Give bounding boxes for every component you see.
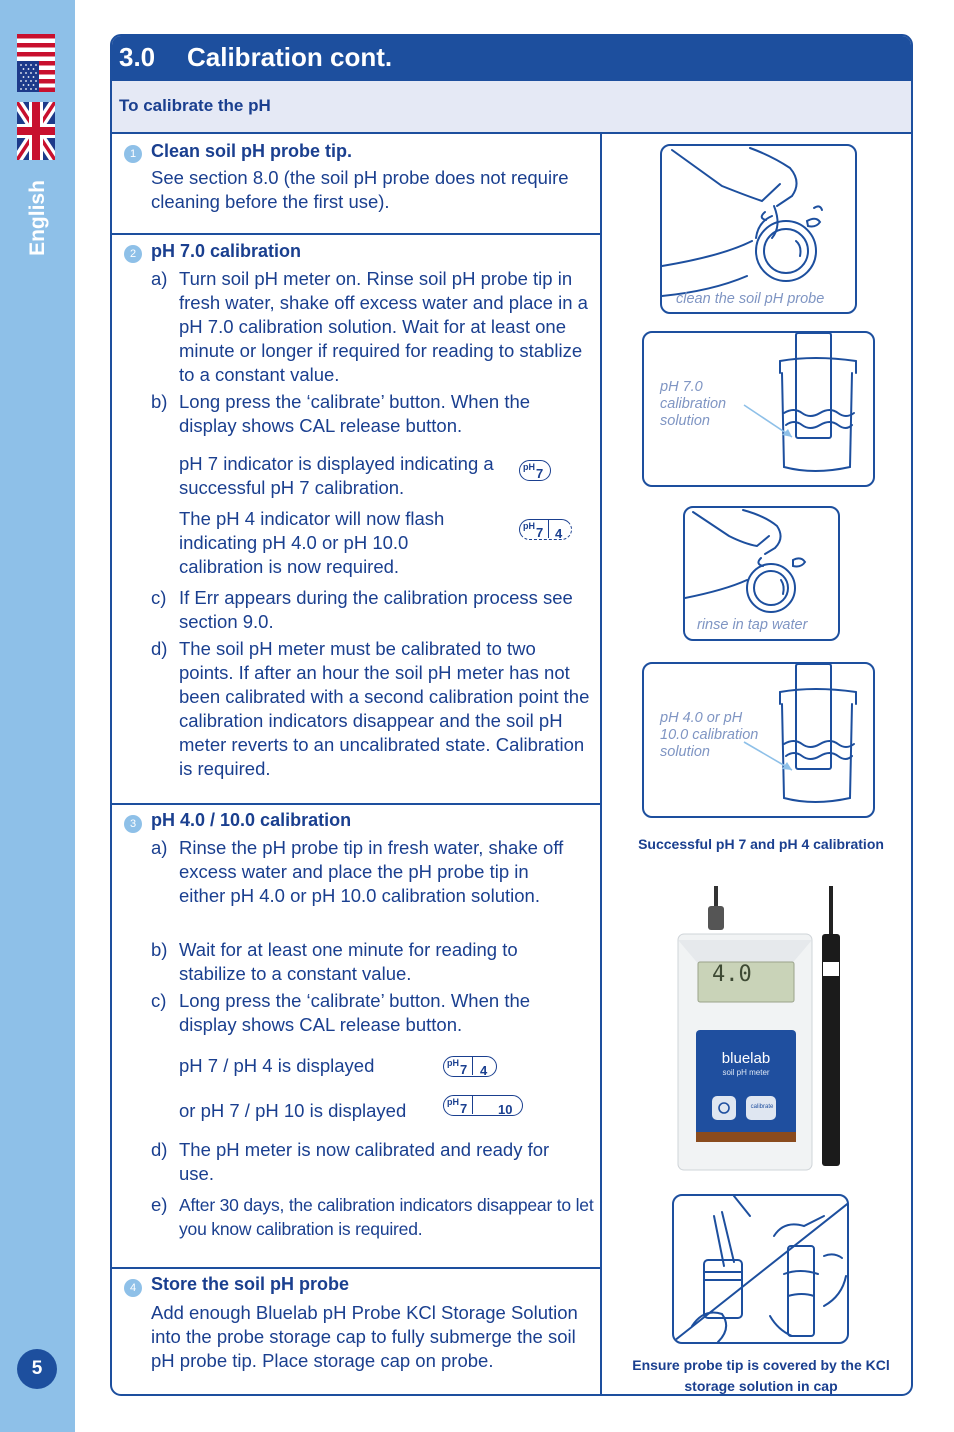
subheading: To calibrate the pH [112,81,911,134]
indicator-ten: 10 [498,1102,513,1117]
item-text: Long press the ‘calibrate’ button. When the display shows CAL release button. [179,391,531,436]
step-body [151,836,599,1266]
calibration-panel [110,34,913,1396]
soil-ph-meter-icon [664,886,874,1176]
step-title: Store the soil pH probe [151,1274,350,1294]
calibrate-button-label: calibrate [750,1104,774,1110]
item-label: b) [151,391,168,412]
step-badge: 3 [124,815,142,833]
step-title: pH 7.0 calibration [151,241,302,261]
section-number: 3.0 [119,42,156,72]
item-text: After 30 days, the calibration indicators disappear to let you know calibration is required. [179,1195,594,1239]
indicator-divider [548,520,549,538]
indicator-four: 4 [555,526,563,541]
page-number: 5 [17,1349,57,1389]
clean-probe-illustration [660,144,857,314]
indicator-ph-label: pH [447,1058,459,1068]
item-text: The pH meter is now calibrated and ready for use. [179,1139,550,1184]
ph7-solution-illustration [642,331,875,487]
rinse-illustration [683,506,840,641]
meter-display-value: 4.0 [712,962,752,987]
item-label: d) [151,1139,168,1160]
indicator-ph-label: pH [523,521,535,531]
probe-in-storage-cap-icon [674,1196,849,1344]
step-title: pH 4.0 / 10.0 calibration [151,810,352,830]
us-flag-icon [17,34,55,92]
illustrations-column [602,134,911,1394]
storage-caption: Ensure probe tip is covered by the KCl storage solution in cap [632,1357,890,1394]
ph7-ph4-indicator [443,1056,497,1077]
indicator-ph-label: pH [523,462,535,472]
ph7-ph4-flashing-indicator [519,519,572,540]
indicator-seven: 7 [460,1101,468,1116]
item-text: pH 7 indicator is displayed indicating a successful pH 7 calibration. [179,453,494,498]
step-4 [112,1269,600,1396]
item-label: a) [151,268,168,289]
indicator-seven: 7 [536,466,544,481]
ph7-indicator [519,460,551,481]
meter-product-label: soil pH meter [722,1068,770,1077]
indicator-divider [472,1096,473,1114]
instructions-column [112,134,602,1394]
ph7-caption: pH 7.0 calibration solution [660,379,727,429]
indicator-ph-label: pH [447,1097,459,1107]
indicator-seven: 7 [536,525,544,540]
item-label: d) [151,638,168,659]
sidebar [0,0,75,1432]
indicator-divider [472,1057,473,1075]
step-text: Add enough Bluelab pH Probe KCl Storage Solution into the probe storage cap to fully submerge the soil pH probe tip. Place storage cap on probe. [151,1302,578,1371]
item-label: e) [151,1194,168,1215]
item-text: or pH 7 / pH 10 is displayed [179,1100,407,1121]
ph4-caption: pH 4.0 or pH 10.0 calibration solution [660,710,759,760]
step-3 [112,805,600,1269]
item-text: The pH 4 indicator will now flash indicating pH 4.0 or pH 10.0 calibration is now required. [179,508,445,577]
item-text: Rinse the pH probe tip in fresh water, shake off excess water and place the pH probe tip in either pH 4.0 or pH 10.0 calibration solution. [179,837,564,906]
step-badge: 4 [124,1279,142,1297]
indicator-four: 4 [480,1063,488,1078]
finger-cleaning-probe-icon [662,146,857,314]
step-badge: 2 [124,245,142,263]
item-text: Turn soil pH meter on. Rinse soil pH probe tip in fresh water, shake off excess water and place in a pH 7.0 calibration solution. Wait for at least one minute or longer if required for reading to stablize to a constant value. [179,268,588,385]
item-label: b) [151,939,168,960]
probe-brand-label: bluelab [813,1016,820,1039]
item-text: The soil pH meter must be calibrated to two points. If after an hour the soil pH meter has not been calibrated with a second calibration point the calibration indicators disappear and the soil pH meter reverts to an uncalibrated state. Calibration is required. [179,638,590,779]
section-title: Calibration cont. [187,42,393,72]
step-title: Clean soil pH probe tip. [151,141,353,161]
step-2 [112,235,600,805]
section-header [112,36,911,81]
language-label: English [26,180,49,256]
item-text: Wait for at least one minute for reading to stabilize to a constant value. [179,939,518,984]
item-text: pH 7 / pH 4 is displayed [179,1055,375,1076]
item-label: c) [151,990,167,1011]
item-label: a) [151,837,168,858]
item-text: If Err appears during the calibration process see section 9.0. [179,587,573,632]
ph7-ph10-indicator [443,1095,523,1116]
clean-caption: clean the soil pH probe [676,291,825,307]
indicator-seven: 7 [460,1062,468,1077]
step-badge: 1 [124,145,142,163]
uk-flag-icon [17,102,55,160]
ph4-solution-illustration [642,662,875,818]
rinse-caption: rinse in tap water [697,617,808,633]
step-body [151,267,599,787]
meter-photo [664,886,874,1176]
storage-cap-illustration [672,1194,849,1344]
meter-brand: bluelab [721,1050,771,1067]
item-label: c) [151,587,167,608]
item-text: Long press the ‘calibrate’ button. When the display shows CAL release button. [179,990,531,1035]
step-text: See section 8.0 (the soil pH probe does not require cleaning before the first use). [151,167,569,212]
step-1 [112,134,600,235]
success-caption: Successful pH 7 and pH 4 calibration [638,836,884,852]
